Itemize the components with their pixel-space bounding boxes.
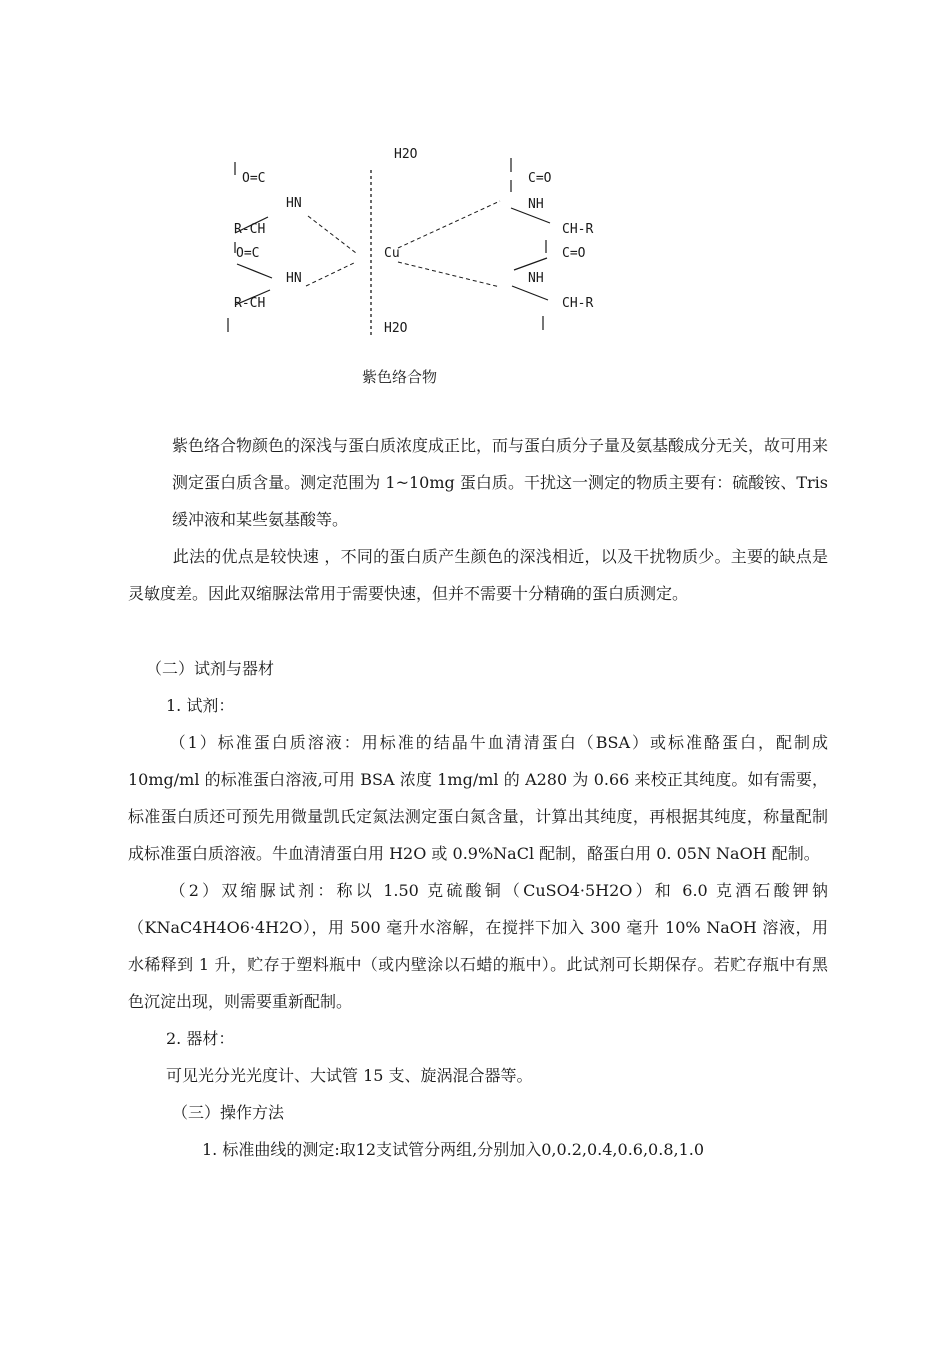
right-carbonyl-bottom: C=O <box>562 246 586 261</box>
left-carbonyl-top: O=C <box>242 171 266 186</box>
right-carbonyl-top: C=O <box>528 171 552 186</box>
right-chr-top: CH-R <box>562 222 594 237</box>
paragraph-standard-curve: 1. 标准曲线的测定:取12支试管分两组,分别加入0,0.2,0.4,0.6,0.8,1.0 <box>202 1140 705 1159</box>
complex-structure-figure <box>220 140 620 340</box>
right-chr-bottom: CH-R <box>562 296 594 311</box>
body-text <box>128 427 828 538</box>
paragraph-standard-protein: （1）标准蛋白质溶液：用标准的结晶牛血清清蛋白（BSA）或标准酪蛋白，配制成 10mg/ml 的标准蛋白溶液,可用 BSA 浓度 1mg/ml 的 A280 为 0.66 来校正其纯度。如有需要，标准蛋白质还可预先用微量凯氏定氮法测定蛋白氮含量，计算出其纯度，再根据其纯度，称量配制成标准蛋白质溶液。牛血清清蛋白用 H2O 或 0.9%NaCl 配制，酪蛋白用 0. 05N NaOH 配制。 <box>128 733 828 863</box>
left-carbonyl-bottom: O=C <box>236 246 260 261</box>
body-text-advantages <box>128 538 828 612</box>
left-rch-bottom: R-CH <box>234 296 266 311</box>
section-heading-method: （三）操作方法 <box>172 1103 285 1122</box>
subheading-equipment: 2. 器材： <box>166 1029 235 1048</box>
paragraph-biuret-reagent: （2）双缩脲试剂：称以 1.50 克硫酸铜（CuSO4·5H2O）和 6.0 克酒石酸钾钠（KNaC4H4O6·4H2O），用 500 毫升水溶解，在搅拌下加入 300 毫升 10% NaOH 溶液，用水稀释到 1 升，贮存于塑料瓶中（或内壁涂以石蜡的瓶中）。此试剂可长期保存。若贮存瓶中有黑色沉淀出现，则需要重新配制。 <box>128 881 828 1011</box>
subheading-reagents: 1. 试剂： <box>166 696 235 715</box>
left-rch-top: R-CH <box>234 222 266 237</box>
cu-complex-diagram <box>220 140 620 340</box>
copper-label: Cu <box>384 246 400 261</box>
paragraph-concentration-text: 紫色络合物颜色的深浅与蛋白质浓度成正比，而与蛋白质分子量及氨基酸成分无关，故可用来测定蛋白质含量。测定范围为 1~10mg 蛋白质。干扰这一测定的物质主要有：硫酸铵、Tris 缓冲液和某些氨基酸等。 <box>172 436 829 529</box>
left-amine-bottom: HN <box>286 271 302 286</box>
water-label-bottom: H2O <box>384 321 408 336</box>
section-headings-reagents <box>128 650 828 1168</box>
left-amine-top: HN <box>286 196 302 211</box>
section-heading-reagents: （二）试剂与器材 <box>146 659 275 678</box>
right-amine-top: NH <box>528 197 544 212</box>
water-label-top: H2O <box>394 147 418 162</box>
paragraph-equipment: 可见光分光光度计、大试管 15 支、旋涡混合器等。 <box>166 1066 533 1085</box>
paragraph-concentration <box>128 427 828 538</box>
figure-caption: 紫色络合物 <box>362 368 438 386</box>
paragraph-advantages: 此法的优点是较快速 ，不同的蛋白质产生颜色的深浅相近，以及干扰物质少。主要的缺点是灵敏度差。因此双缩脲法常用于需要快速，但并不需要十分精确的蛋白质测定。 <box>128 547 828 603</box>
right-amine-bottom: NH <box>528 271 544 286</box>
